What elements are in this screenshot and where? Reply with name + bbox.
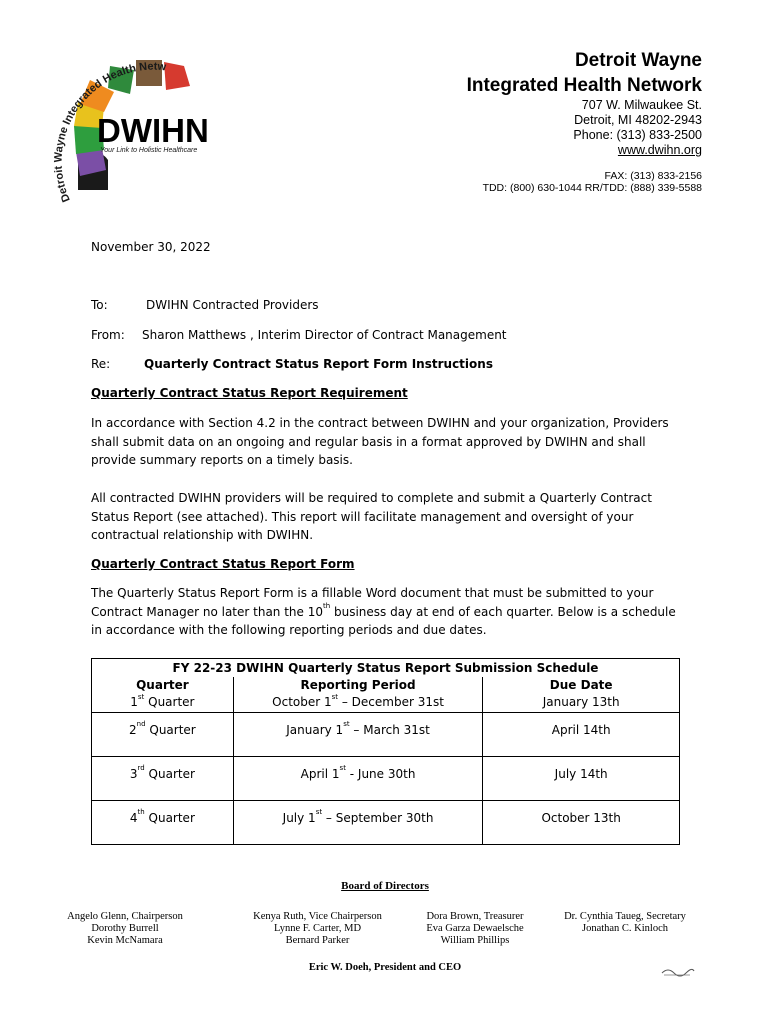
- row1-quarter: 1st Quarter: [130, 693, 195, 709]
- logo-arc-text: Detroit Wayne Integrated Health Netw: [52, 60, 167, 204]
- puzzle-arc-logo: [40, 40, 240, 210]
- board-member: Bernard Parker: [285, 935, 350, 946]
- table-cell-quarter: [92, 677, 234, 713]
- board-column-4: [555, 911, 695, 935]
- re-label: Re:: [91, 357, 111, 371]
- board-member: Jonathan C. Kinloch: [581, 923, 669, 934]
- board-column-1: [55, 911, 195, 947]
- header-due-date: Due Date: [549, 678, 613, 692]
- para3-text-b: business day at end of each quarter. Below is a schedule in accordance with the following reporting periods and due dates.: [91, 604, 676, 637]
- row1-period: October 1st – December 31st: [272, 693, 444, 709]
- website-link[interactable]: www.dwihn.org: [617, 143, 702, 157]
- row1-due: January 13th: [542, 695, 620, 709]
- phone-number: Phone: (313) 833-2500: [573, 128, 702, 142]
- from-label: From:: [91, 328, 125, 342]
- to-label: To:: [91, 298, 108, 312]
- board-title: Board of Directors: [341, 880, 429, 892]
- para3-sup: th: [323, 601, 331, 610]
- row2-due: April 14th: [483, 713, 680, 757]
- header-reporting-period: Reporting Period: [300, 678, 416, 692]
- table-row: [92, 801, 680, 845]
- from-value: Sharon Matthews , Interim Director of Contract Management: [142, 328, 507, 342]
- row3-quarter: 3rd Quarter: [92, 757, 234, 801]
- header-quarter: Quarter: [136, 678, 189, 692]
- row4-period: July 1st – September 30th: [233, 801, 483, 845]
- board-member: Kenya Ruth, Vice Chairperson: [253, 911, 382, 922]
- tdd-number: TDD: (800) 630-1044 RR/TDD: (888) 339-5588: [482, 182, 702, 194]
- board-member: Dr. Cynthia Taueg, Secretary: [564, 911, 686, 922]
- org-name-line1: Detroit Wayne: [574, 50, 702, 71]
- paragraph-form-instructions: [91, 584, 681, 640]
- section-heading-requirement: Quarterly Contract Status Report Requirement: [91, 386, 408, 400]
- address-line2: Detroit, MI 48202-2943: [574, 113, 702, 127]
- board-member: Eva Garza Dewaelsche: [426, 923, 524, 934]
- memo-date: November 30, 2022: [91, 240, 211, 254]
- board-member: Lynne F. Carter, MD: [273, 923, 362, 934]
- logo-wordmark: DWIHN: [97, 112, 209, 149]
- board-member: Kevin McNamara: [87, 935, 163, 946]
- ceo-line: Eric W. Doeh, President and CEO: [308, 962, 462, 973]
- para3-text-a: The Quarterly Status Report Form is a fillable Word document that must be submitted to your Contract Manager no later than the 10: [91, 586, 654, 619]
- paragraph-requirement: In accordance with Section 4.2 in the contract between DWIHN and your organization, Providers shall submit data on an ongoing and regular basis in a format approved by DWIHN and shall provide summary reports on a timely basis.: [91, 416, 669, 467]
- decorative-mark-icon: [660, 965, 696, 979]
- schedule-caption: FY 22-23 DWIHN Quarterly Status Report Submission Schedule: [172, 661, 599, 675]
- row2-period: January 1st – March 31st: [233, 713, 483, 757]
- schedule-table: [91, 658, 680, 845]
- row4-quarter: 4th Quarter: [92, 801, 234, 845]
- logo-tagline: Your Link to Holistic Healthcare: [100, 147, 198, 154]
- table-cell-period: [233, 677, 483, 713]
- table-cell-due: [483, 677, 680, 713]
- board-member: Angelo Glenn, Chairperson: [67, 911, 183, 922]
- board-member: Dora Brown, Treasurer: [426, 911, 524, 922]
- table-row: [92, 713, 680, 757]
- board-column-2: [245, 911, 390, 947]
- board-member: William Phillips: [440, 935, 510, 946]
- address-line1: 707 W. Milwaukee St.: [581, 98, 702, 112]
- paragraph-all-providers: All contracted DWIHN providers will be required to complete and submit a Quarterly Contract Status Report (see attached). This report will facilitate management and oversight of your contractual relationship with DWIHN.: [91, 491, 652, 542]
- fax-number: FAX: (313) 833-2156: [604, 170, 702, 182]
- to-value: DWIHN Contracted Providers: [146, 298, 319, 312]
- row2-quarter: 2nd Quarter: [92, 713, 234, 757]
- section-heading-form: Quarterly Contract Status Report Form: [91, 557, 355, 571]
- row3-due: July 14th: [483, 757, 680, 801]
- dwihn-logo: [40, 40, 240, 210]
- row4-due: October 13th: [483, 801, 680, 845]
- board-member: Dorothy Burrell: [91, 923, 159, 934]
- schedule-caption-cell: [92, 659, 680, 678]
- table-row: [92, 757, 680, 801]
- org-name-line2: Integrated Health Network: [466, 75, 702, 96]
- row3-period: April 1st - June 30th: [233, 757, 483, 801]
- re-value: Quarterly Contract Status Report Form Instructions: [144, 357, 493, 371]
- board-column-3: [415, 911, 535, 947]
